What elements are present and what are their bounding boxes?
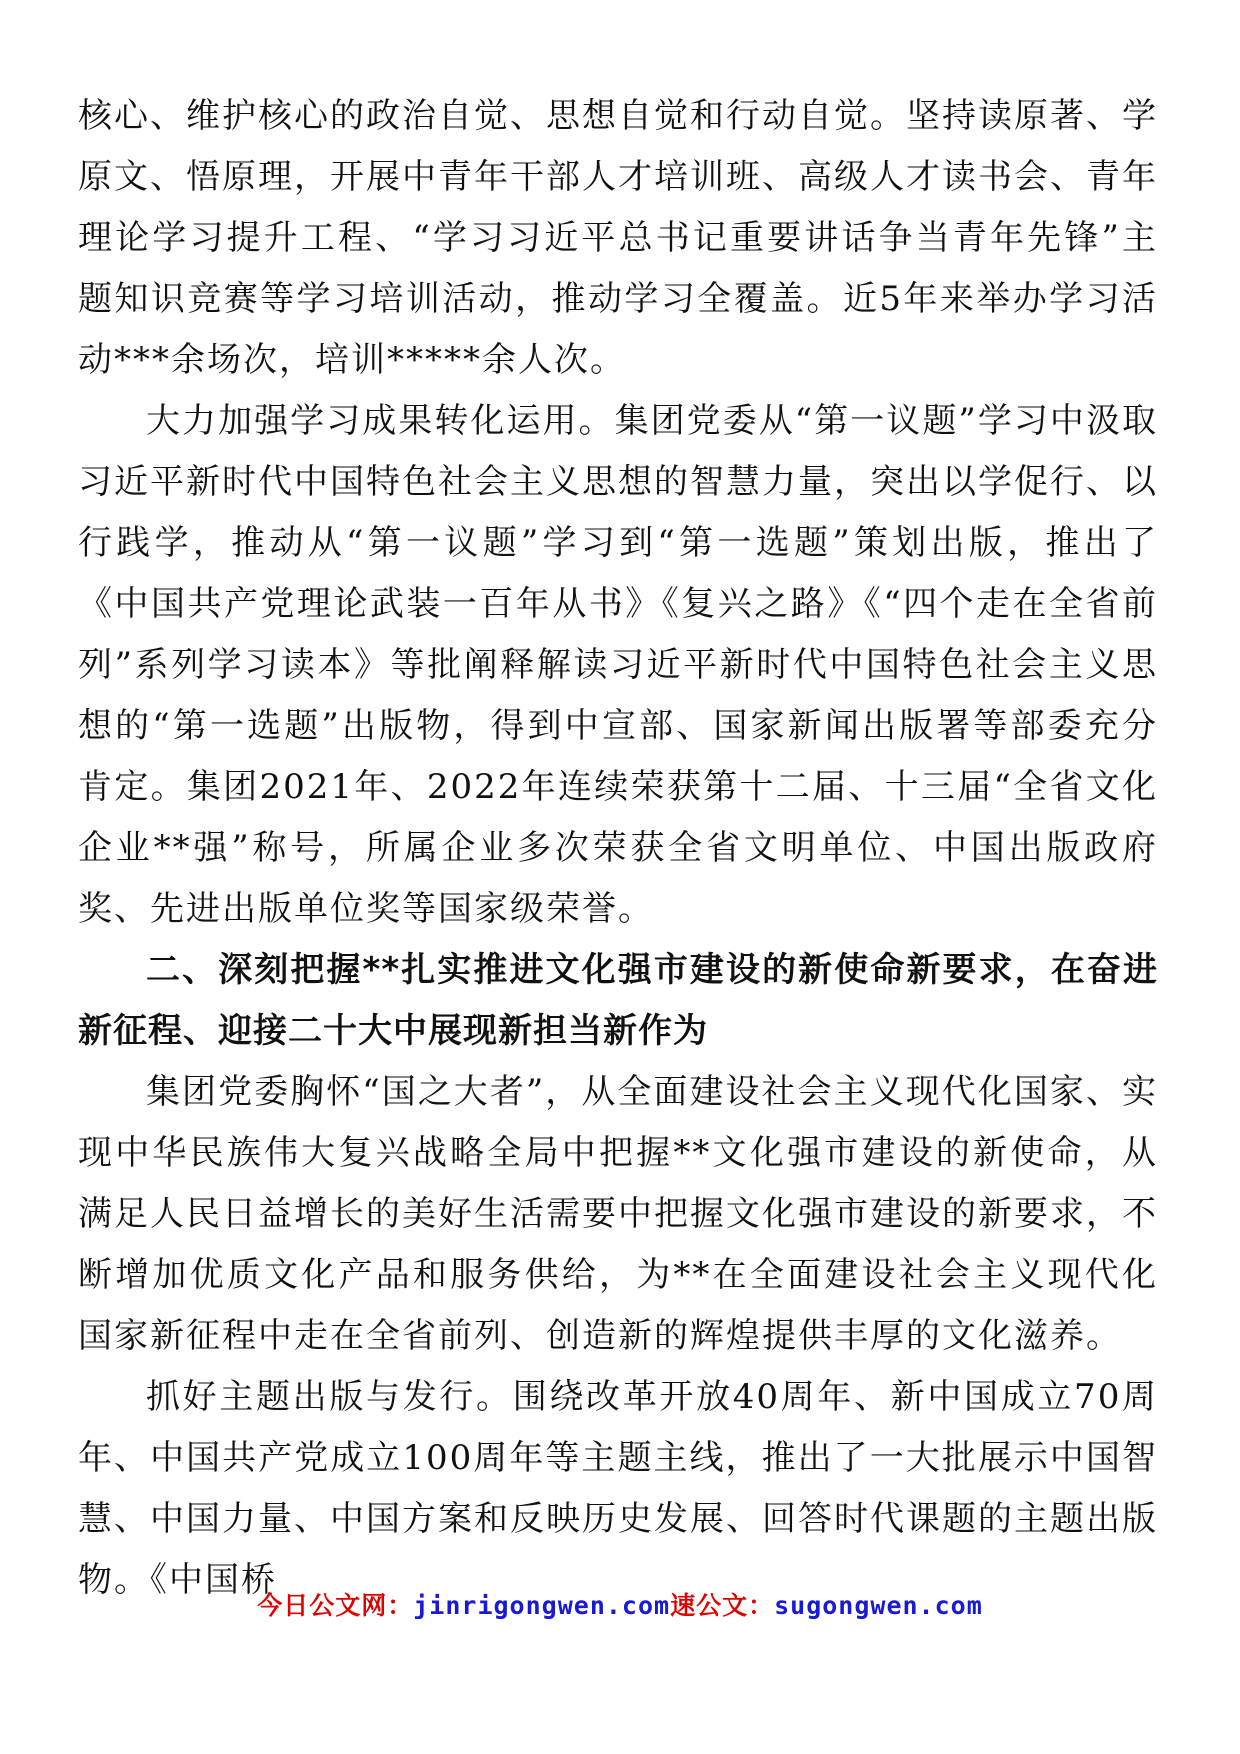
paragraph-1: 核心、维护核心的政治自觉、思想自觉和行动自觉。坚持读原著、学原文、悟原理，开展中青年干部人才培训班、高级人才读书会、青年理论学习提升工程、“学习习近平总书记重要讲话争当青年先锋”主题知识竞赛等学习培训活动，推动学习全覆盖。近5年来举办学习活动***余场次，培训*****余人次。 [78, 96, 1158, 380]
footer-watermark [0, 1586, 1240, 1622]
footer-label-2: 速公文： [670, 1591, 775, 1620]
document-body [78, 86, 1158, 1611]
paragraph-2: 大力加强学习成果转化运用。集团党委从“第一议题”学习中汲取习近平新时代中国特色社会主义思想的智慧力量，突出以学促行、以行践学，推动从“第一议题”学习到“第一选题”策划出版，推出了《中国共产党理论武装一百年从书》《复兴之路》《“四个走在全省前列”系列学习读本》等批阐释解读习近平新时代中国特色社会主义思想的“第一选题”出版物，得到中宣部、国家新闻出版署等部委充分肯定。集团2021年、2022年连续荣获第十二届、十三届“全省文化企业**强”称号，所属企业多次荣获全省文明单位、中国出版政府奖、先进出版单位奖等国家级荣誉。 [78, 401, 1158, 929]
section-heading-2: 二、深刻把握**扎实推进文化强市建设的新使命新要求，在奋进新征程、迎接二十大中展现新担当新作为 [78, 950, 1158, 1051]
footer-link-1[interactable]: jinrigongwen.com [413, 1591, 671, 1620]
paragraph-4: 抓好主题出版与发行。围绕改革开放40周年、新中国成立70周年、中国共产党成立100周年等主题主线，推出了一大批展示中国智慧、中国力量、中国方案和反映历史发展、回答时代课题的主题出版物。《中国桥 [78, 1377, 1158, 1600]
footer-link-2[interactable]: sugongwen.com [774, 1591, 983, 1620]
paragraph-3: 集团党委胸怀“国之大者”，从全面建设社会主义现代化国家、实现中华民族伟大复兴战略全局中把握**文化强市建设的新使命，从满足人民日益增长的美好生活需要中把握文化强市建设的新要求，不断增加优质文化产品和服务供给，为**在全面建设社会主义现代化国家新征程中走在全省前列、创造新的辉煌提供丰厚的文化滋养。 [78, 1072, 1158, 1356]
footer-label-1: 今日公文网： [257, 1591, 414, 1620]
